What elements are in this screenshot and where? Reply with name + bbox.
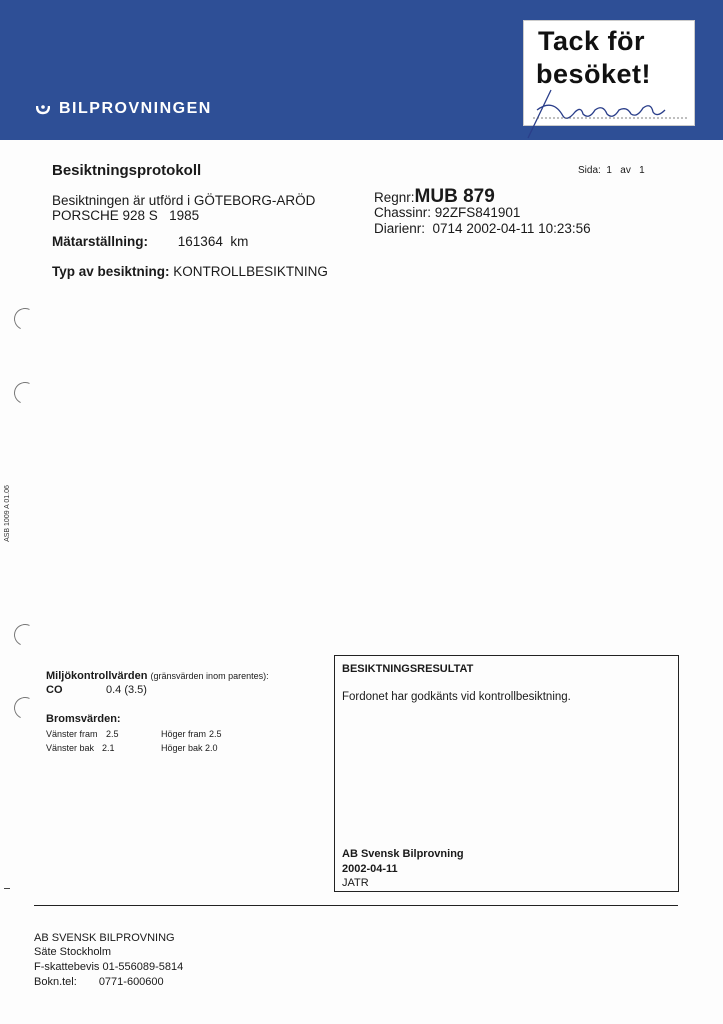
environment-note: (gränsvärden inom parentes): <box>150 671 269 681</box>
rear-right-label: Höger bak <box>161 743 203 753</box>
odometer-value: 161364 <box>177 234 223 249</box>
odometer-label: Mätarställning: <box>52 234 149 249</box>
logo <box>36 100 212 118</box>
footer-seat: Säte Stockholm <box>34 946 112 958</box>
footer-company: AB SVENSK BILPROVNING <box>34 932 175 944</box>
co-value: 0.4 (3.5) <box>106 684 147 696</box>
footer-tax: F-skattebevis 01-556089-5814 <box>34 961 184 973</box>
logo-text: BILPROVNINGEN <box>59 100 212 117</box>
diary-row <box>374 221 591 236</box>
environment-heading-row <box>46 670 269 682</box>
inspection-type-label: Typ av besiktning: <box>52 264 170 279</box>
co-row <box>46 684 147 696</box>
chassis-row <box>374 205 520 220</box>
front-left-value: 2.5 <box>106 729 119 739</box>
booking-value: 0771-600600 <box>98 976 164 988</box>
vehicle-model: PORSCHE 928 S <box>52 208 158 223</box>
result-title: BESIKTNINGSRESULTAT <box>342 663 474 675</box>
rear-right-value: 2.0 <box>205 743 218 753</box>
document-title: Besiktningsprotokoll <box>52 162 202 179</box>
environment-heading: Miljökontrollvärden <box>46 670 148 682</box>
brake-row-rear <box>46 743 218 753</box>
result-signature-code: JATR <box>342 877 369 889</box>
regnr-value: MUB 879 <box>414 186 495 207</box>
chassis-value: 92ZFS841901 <box>434 205 521 220</box>
footer-divider <box>34 905 678 906</box>
result-text: Fordonet har godkänts vid kontrollbesiktning. <box>342 691 571 703</box>
brake-row-front <box>46 729 222 739</box>
brakes-heading: Bromsvärden: <box>46 713 121 725</box>
punch-hole <box>11 621 39 649</box>
odometer-row <box>52 234 248 249</box>
handwritten-signature <box>523 80 698 140</box>
front-right-value: 2.5 <box>209 729 222 739</box>
fold-mark <box>4 888 10 889</box>
front-left-label: Vänster fram <box>46 729 98 739</box>
punch-hole <box>11 305 39 333</box>
result-date: 2002-04-11 <box>342 863 398 875</box>
page-current: 1 <box>606 165 612 176</box>
page-label: Sida: <box>578 165 601 176</box>
vehicle-year: 1985 <box>169 208 200 223</box>
punch-hole <box>11 379 39 407</box>
form-code: ASB 1009 A 01.06 <box>3 485 11 542</box>
diary-label: Diarienr: <box>374 221 426 236</box>
chassis-label: Chassinr: <box>374 205 432 220</box>
sticker-line-1: Tack för <box>538 26 646 56</box>
inspection-type-row <box>52 264 328 279</box>
vehicle-info <box>52 208 199 223</box>
header-banner <box>0 0 723 140</box>
result-box <box>334 655 679 892</box>
odometer-unit: km <box>230 234 249 249</box>
bilprovningen-logo-icon <box>36 103 50 115</box>
result-org: AB Svensk Bilprovning <box>342 848 464 860</box>
footer-booking <box>34 976 164 988</box>
rear-left-value: 2.1 <box>102 743 115 753</box>
page-of: av <box>620 165 631 176</box>
co-label: CO <box>46 684 63 696</box>
inspection-type-value: KONTROLLBESIKTNING <box>173 264 328 279</box>
sticker-line-2: besöket! <box>536 59 652 89</box>
booking-label: Bokn.tel: <box>34 976 77 988</box>
page-total: 1 <box>639 165 645 176</box>
page-indicator <box>578 165 645 176</box>
rear-left-label: Vänster bak <box>46 743 95 753</box>
punch-hole <box>11 694 39 722</box>
diary-value: 0714 2002-04-11 10:23:56 <box>432 221 591 236</box>
location-line: Besiktningen är utförd i GÖTEBORG-ARÖD <box>52 193 316 208</box>
front-right-label: Höger fram <box>161 729 207 739</box>
regnr-label: Regnr: <box>374 190 415 205</box>
